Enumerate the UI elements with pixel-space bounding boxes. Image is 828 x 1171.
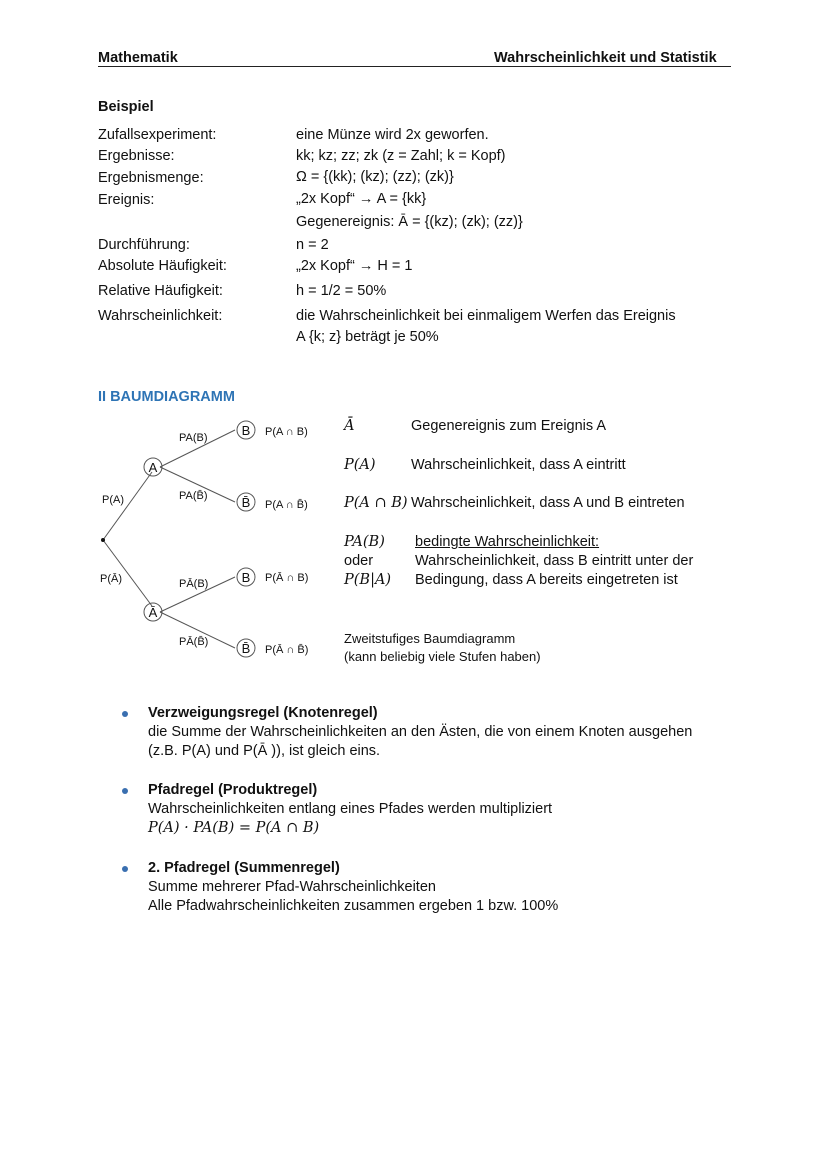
example-title: Beispiel <box>98 99 154 115</box>
header-right: Wahrscheinlichkeit und Statistik <box>494 50 717 66</box>
rule-title: 2. Pfadregel (Summenregel) <box>148 860 340 876</box>
rule-line: die Summe der Wahrscheinlichkeiten an den Ästen, die von einem Knoten ausgehen <box>148 724 693 740</box>
rule-title: Verzweigungsregel (Knotenregel) <box>148 705 378 721</box>
leaf-prob: P(A ∩ B̄) <box>265 499 308 511</box>
conditional-line: Bedingung, dass A bereits eingetreten ist <box>415 572 678 588</box>
legend-text: Wahrscheinlichkeit, dass A eintritt <box>411 457 626 473</box>
section-title: II BAUMDIAGRAMM <box>98 389 235 405</box>
row-label: Ereignis: <box>98 192 155 208</box>
tree-note: (kann beliebig viele Stufen haben) <box>344 649 541 664</box>
row-value: Ω = {(kk); (kz); (zz); (zk)} <box>296 169 454 185</box>
legend-symbol: Ā <box>344 418 355 434</box>
rule-line: (z.B. P(A) und P(Ā )), ist gleich eins. <box>148 743 381 759</box>
leaf-prob: P(Ā ∩ B̄) <box>265 644 309 656</box>
row-value: Gegenereignis: Ā = {(kz); (zk); (zz)} <box>296 214 523 230</box>
row-value: eine Münze wird 2x geworfen. <box>296 127 489 143</box>
node-label: A <box>148 460 158 475</box>
row-value: „2x Kopf“ → A = {kk} <box>296 191 427 207</box>
branch-label: P(A) <box>102 494 124 506</box>
row-value: kk; kz; zz; zk (z = Zahl; k = Kopf) <box>296 148 506 164</box>
header-left: Mathematik <box>98 50 178 66</box>
rule-title: Pfadregel (Produktregel) <box>148 782 318 798</box>
leaf-label: B̄ <box>241 495 251 510</box>
header-rule <box>98 66 731 67</box>
row-value: A {k; z} beträgt je 50% <box>296 329 439 345</box>
branch-label: PA(B̄) <box>179 490 208 502</box>
leaf-prob: P(Ā ∩ B) <box>265 572 309 584</box>
row-label: Zufallsexperiment: <box>98 127 217 143</box>
row-label: Durchführung: <box>98 237 190 253</box>
branch-label: P(Ā) <box>100 573 122 585</box>
rule-line: P(A) · PA(B) = P(A ∩ B) <box>148 820 320 836</box>
row-label: Ergebnismenge: <box>98 170 204 186</box>
probability-tree <box>95 412 325 667</box>
rule-line: Wahrscheinlichkeiten entlang eines Pfades werden multipliziert <box>148 801 553 817</box>
bullet-icon <box>122 788 128 794</box>
row-label: Absolute Häufigkeit: <box>98 258 227 274</box>
leaf-prob: P(A ∩ B) <box>265 426 308 438</box>
rule-line: Summe mehrerer Pfad-Wahrscheinlichkeiten <box>148 879 436 895</box>
leaf-label: B <box>241 423 251 438</box>
leaf-label: B̄ <box>241 641 251 656</box>
row-value: h = 1/2 = 50% <box>296 283 387 299</box>
tree-note: Zweitstufiges Baumdiagramm <box>344 631 516 646</box>
bullet-icon <box>122 866 128 872</box>
row-value: „2x Kopf“ → H = 1 <box>296 258 413 274</box>
row-value: die Wahrscheinlichkeit bei einmaligem Werfen das Ereignis <box>296 308 676 324</box>
conditional-title: bedingte Wahrscheinlichkeit: <box>415 534 600 550</box>
conditional-symbol: P(B|A) <box>344 572 392 588</box>
bullet-icon <box>122 711 128 717</box>
branch-label: PĀ(B̄) <box>179 636 209 648</box>
row-label: Relative Häufigkeit: <box>98 283 223 299</box>
row-label: Wahrscheinlichkeit: <box>98 308 223 324</box>
legend-text: Wahrscheinlichkeit, dass A und B eintreten <box>411 495 685 511</box>
legend-symbol: P(A ∩ B) <box>344 495 408 511</box>
conditional-symbol: PA(B) <box>344 534 385 550</box>
row-label: Ergebnisse: <box>98 148 175 164</box>
leaf-label: B <box>241 570 251 585</box>
conditional-line: Wahrscheinlichkeit, dass B eintritt unter der <box>415 553 694 569</box>
legend-symbol: P(A) <box>344 457 376 473</box>
legend-text: Gegenereignis zum Ereignis A <box>411 418 607 434</box>
branch-label: PĀ(B) <box>179 578 209 590</box>
conditional-or: oder <box>344 553 374 569</box>
row-value: n = 2 <box>296 237 329 253</box>
branch-label: PA(B) <box>179 432 208 444</box>
rule-line: Alle Pfadwahrscheinlichkeiten zusammen ergeben 1 bzw. 100% <box>148 898 559 914</box>
node-label: Ā <box>148 605 158 620</box>
